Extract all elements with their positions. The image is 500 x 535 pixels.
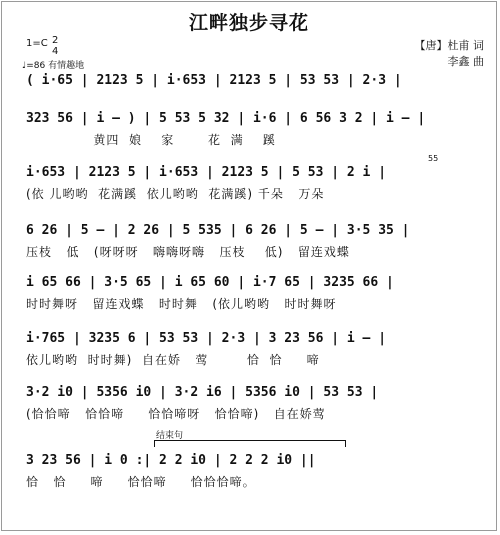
credits [415,38,485,70]
ending-bracket [154,440,346,447]
lyrics-line: 时时舞呀 留连戏蝶 时时舞 (依儿哟哟 时时舞呀 [26,297,337,311]
score-row-8 [26,431,478,494]
notation-line: i 65 66 | 3·5 65 | i 65 60 | i·7 65 | 3235 66 | [26,275,394,290]
lyricist-credit: 【唐】杜甫 词 [414,39,484,52]
key-signature: 1=C [26,38,48,49]
score-row-3 [26,154,478,202]
notation-line: ( i·65 | 2123 5 | i·653 | 2123 5 | 53 53 | 2·3 | [26,73,402,88]
notation-line: 3 23 56 | i 0 :| 2 2 i0 | 2 2 2 i0 || [26,453,316,468]
time-signature-top: 2 [52,35,59,46]
lyrics-line: 压枝 低 (呀呀呀 嗨嗨呀嗨 压枝 低) 留连戏蝶 [26,245,350,259]
lyrics-line: 依儿哟哟 时时舞) 自在娇 莺 恰 恰 啼 [26,353,320,367]
score-row-4 [26,220,478,260]
lyrics-line: (依 儿哟哟 花满蹊 依儿哟哟 花满蹊) 千朵 万朵 [26,187,325,201]
lyrics-line: 黄四 娘 家 花 满 蹊 [26,133,276,147]
tempo-marking: ♩=86 有情趣地 [22,61,85,71]
notation-line: i·765 | 3235 6 | 53 53 | 2·3 | 3 23 56 | i – | [26,331,387,346]
notation-line: 6 26 | 5 – | 2 26 | 5 535 | 6 26 | 5 – | 3·5 35 | [26,223,410,238]
breath-mark: 55 [428,154,439,163]
notation-line: 323 56 | i – ) | 5 53 5 32 | i·6 | 6 56 3 2 | i – | [26,111,426,126]
notation-line: 3·2 i0 | 5356 i0 | 3·2 i6 | 5356 i0 | 53 53 | [26,385,379,400]
lyrics-line: (恰恰啼 恰恰啼 恰恰啼呀 恰恰啼) 自在娇莺 [26,407,326,421]
time-signature [52,35,58,57]
score-row-6 [26,328,478,368]
score-title: 江畔独步寻花 [188,12,309,34]
score-row-7 [26,382,478,422]
composer-credit: 李鑫 曲 [447,55,484,68]
notation-line: i·653 | 2123 5 | i·653 | 2123 5 | 5 53 | 2 i | [26,165,387,180]
time-signature-bottom: 4 [52,46,59,57]
score-page [1,1,497,531]
lyrics-line: 恰 恰 啼 恰恰啼 恰恰恰啼。 [26,475,256,489]
score-row-2 [26,108,478,148]
ending-phrase-label: 结束句 [156,431,184,441]
score-row-5 [26,272,478,312]
score-row-1 [26,70,478,110]
